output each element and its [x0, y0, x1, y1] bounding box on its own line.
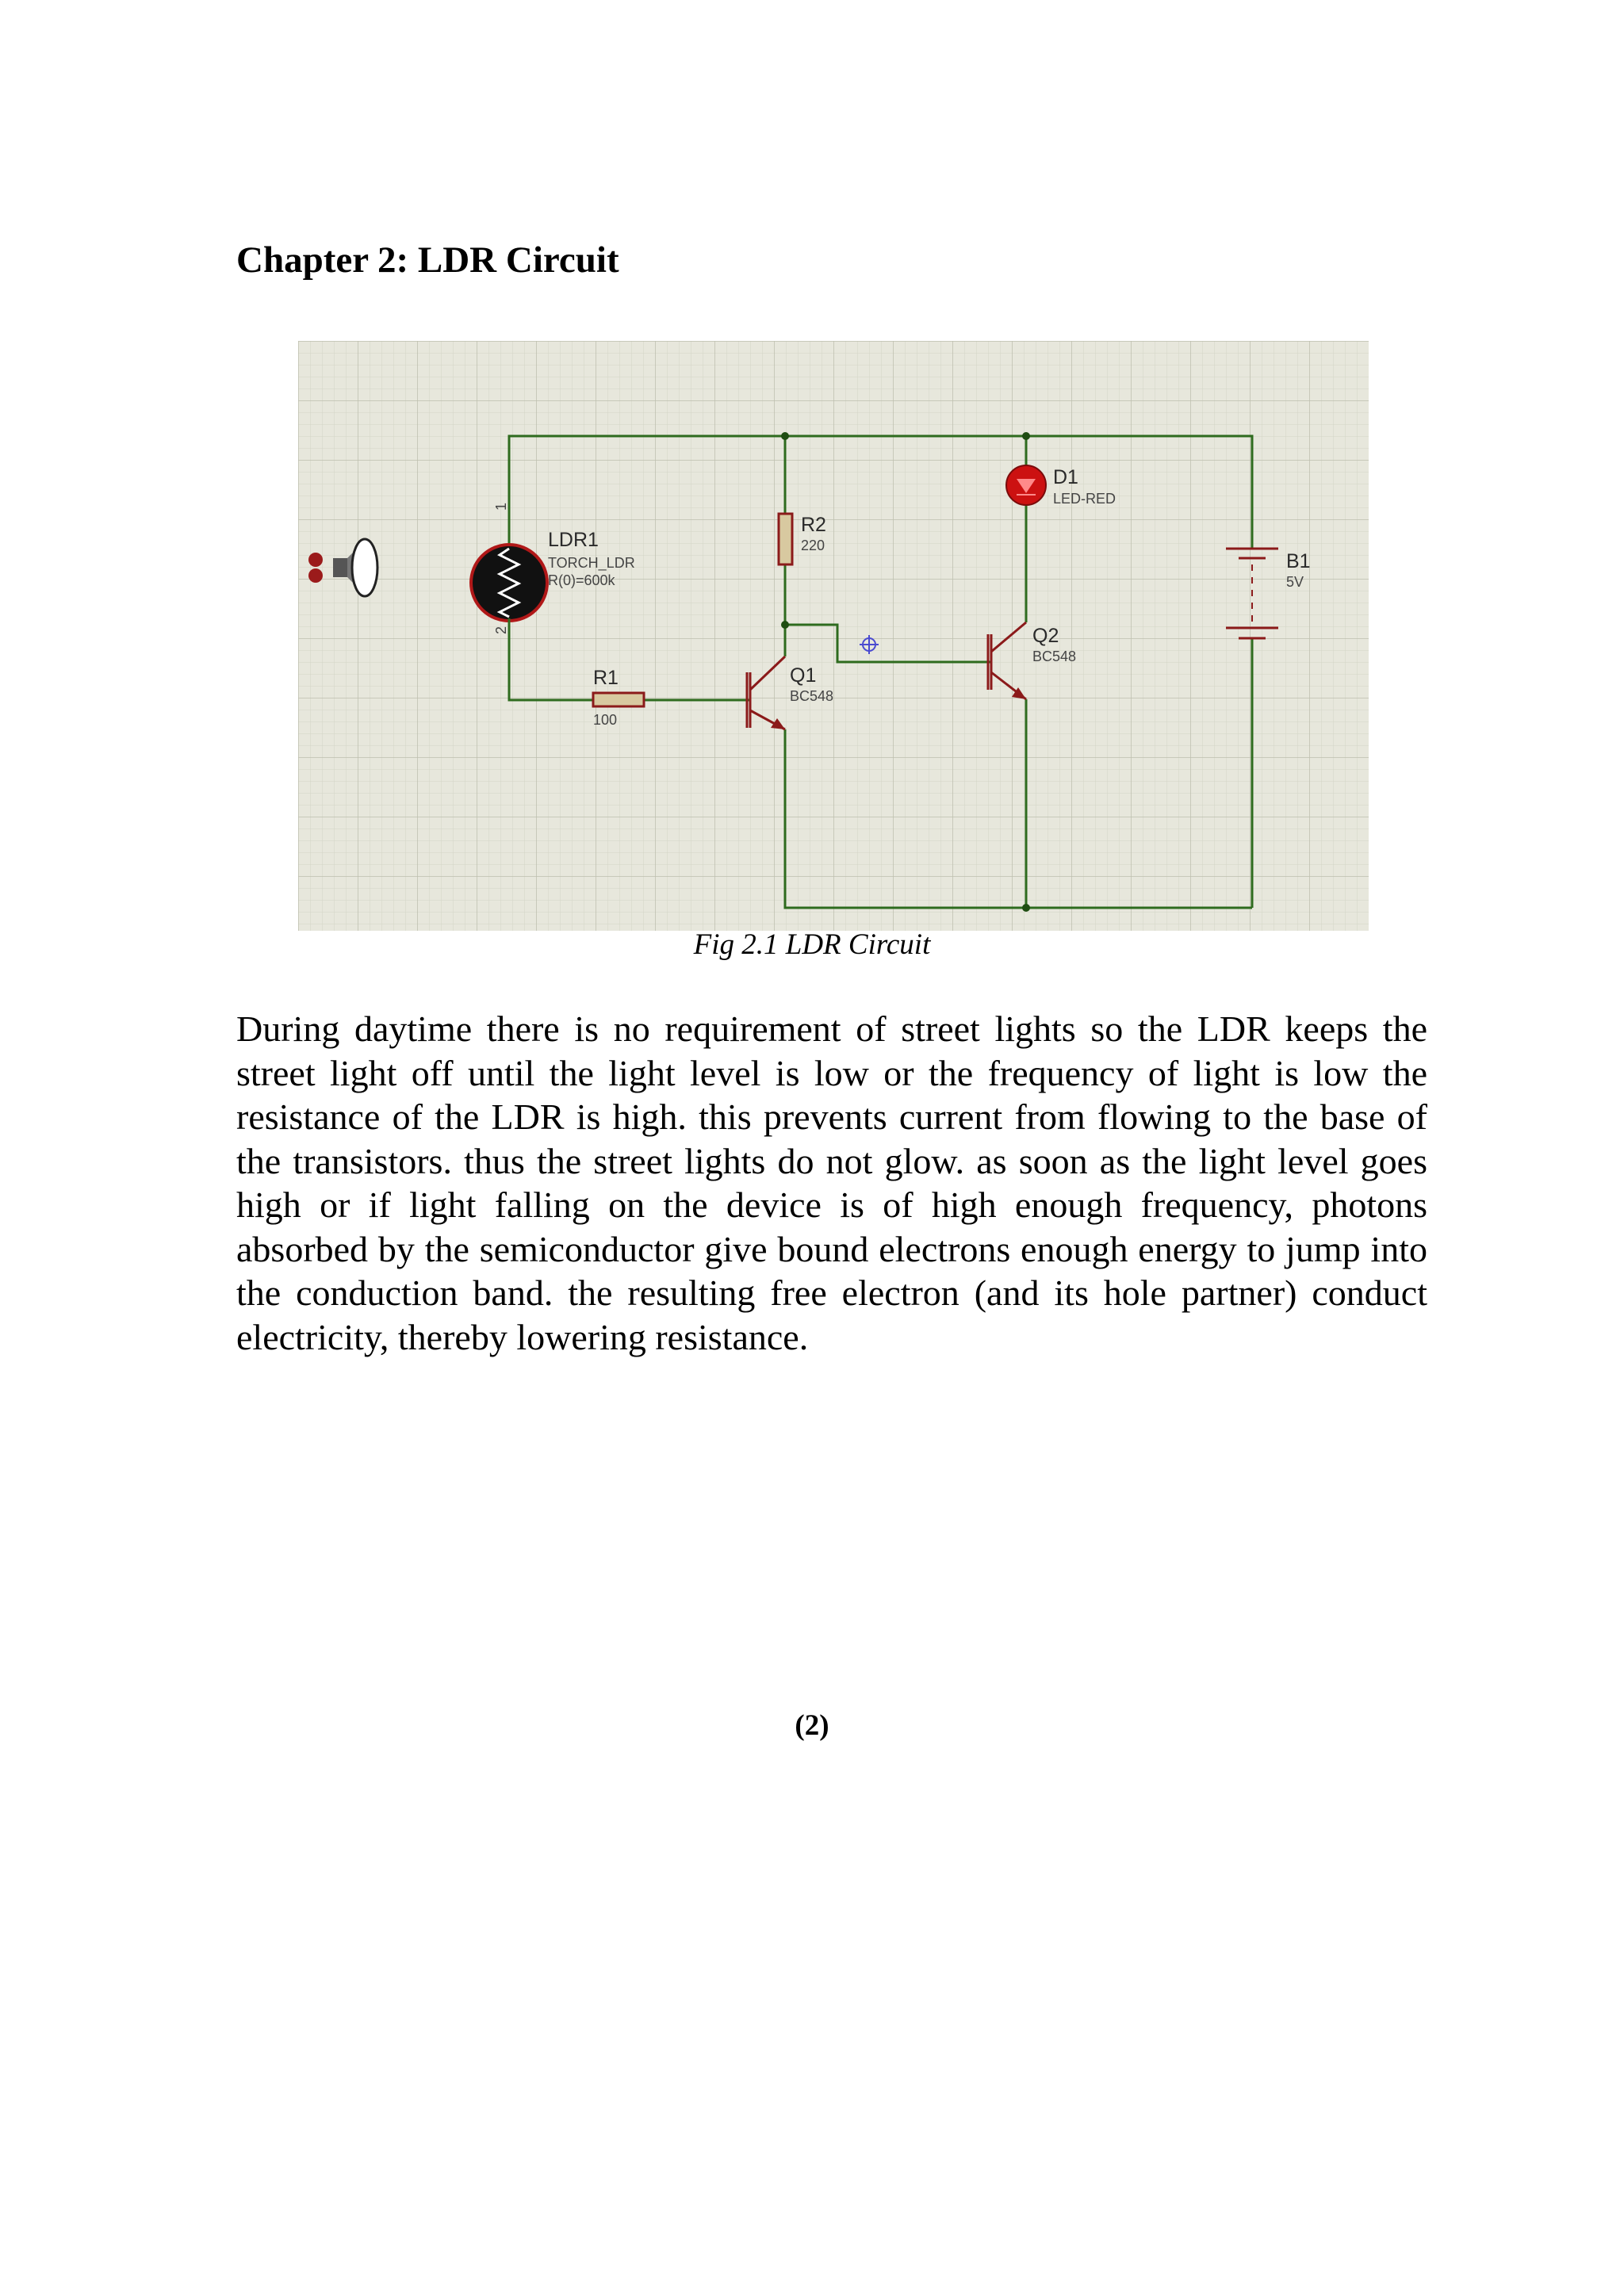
junction-dot: [781, 621, 789, 629]
ldr-pin1-label: 1: [493, 502, 509, 511]
d1-type-label: LED-RED: [1053, 491, 1116, 507]
q1-type-label: BC548: [790, 688, 834, 704]
r2-name-label: R2: [801, 514, 826, 536]
q2-type-label: BC548: [1032, 649, 1077, 664]
grid-lines: [298, 341, 1369, 931]
schematic-figure: [298, 341, 1369, 931]
led-d1-symbol: [1006, 465, 1046, 505]
r1-value-label: 100: [593, 712, 618, 728]
figure-caption: Fig 2.1 LDR Circuit: [693, 928, 931, 961]
junction-dot: [1022, 432, 1030, 440]
d1-name-label: D1: [1053, 466, 1078, 488]
b1-name-label: B1: [1286, 550, 1311, 572]
ldr-value-label: R(0)=600k: [548, 572, 615, 588]
body-paragraph: During daytime there is no requirement of street lights so the LDR keeps the street light off until the light level is low or the frequency of light is low the resistance of the LDR is high. this prevents current from flowing to the base of the transistors. thus the street lights do not glow. as soon as the light level goes high or if light falling on the device is of high enough frequency, photons absorbed by the semiconductor give bound electrons enough energy to jump into the conduction band. the resulting free electron (and its hole partner) conduct electricity, thereby lowering resistance.: [236, 1008, 1427, 1357]
junction-dot: [781, 432, 789, 440]
ldr-pin2-label: 2: [493, 626, 509, 634]
q1-name-label: Q1: [790, 664, 817, 687]
b1-value-label: 5V: [1286, 574, 1304, 590]
ldr-circuit-schematic: [298, 341, 1369, 931]
page-title: Chapter 2: LDR Circuit: [236, 239, 619, 281]
resistor-r1-symbol: [593, 693, 644, 706]
resistor-r2-symbol: [779, 514, 792, 564]
page-number: (2): [795, 1709, 829, 1742]
ldr-type-label: TORCH_LDR: [548, 555, 635, 571]
junction-dot: [1022, 904, 1030, 912]
q2-name-label: Q2: [1032, 625, 1059, 647]
ldr-name-label: LDR1: [548, 529, 599, 551]
r2-value-label: 220: [801, 538, 825, 553]
r1-name-label: R1: [593, 667, 619, 689]
